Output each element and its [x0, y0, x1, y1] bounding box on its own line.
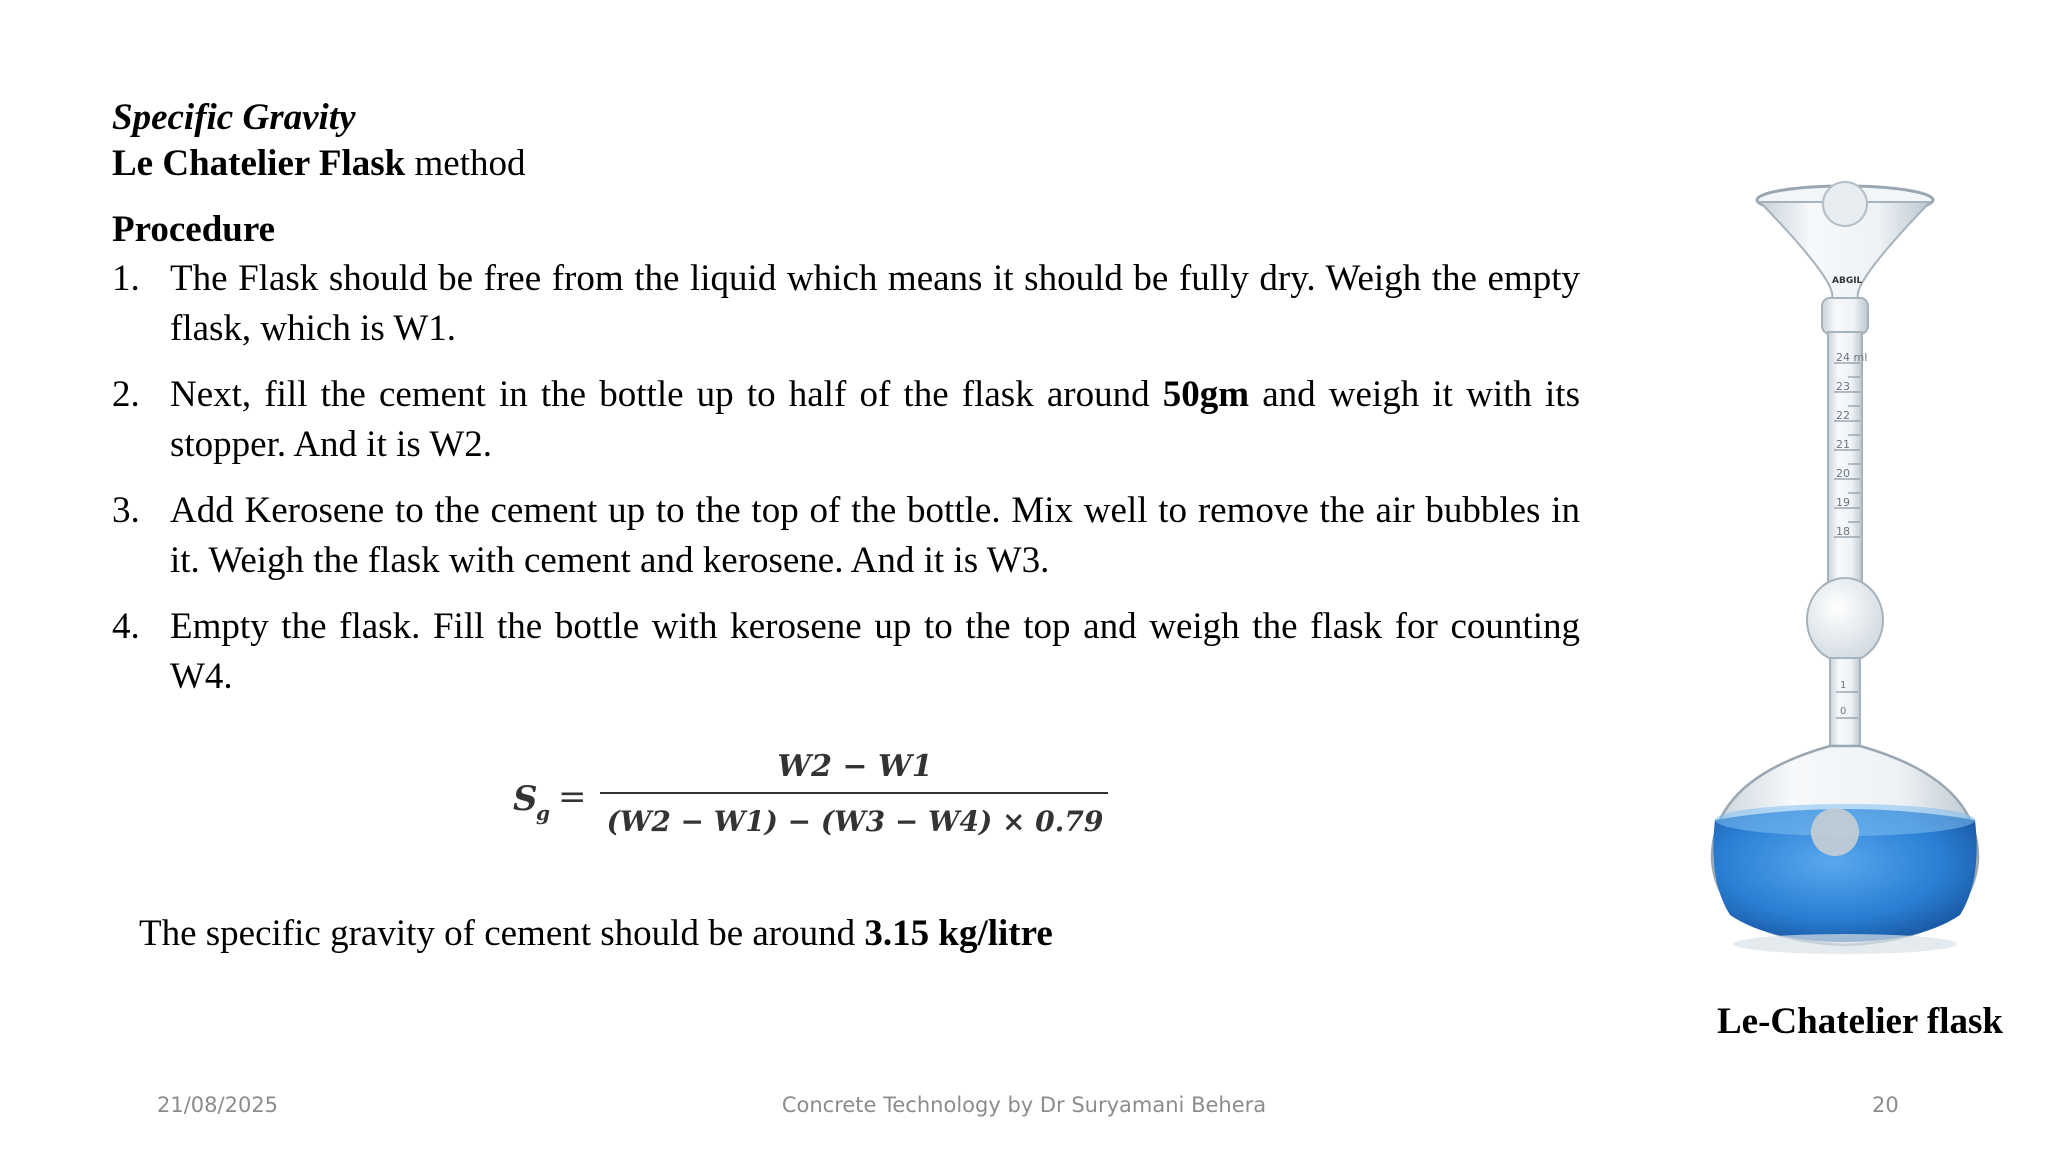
brand-label: ABGIL: [1832, 276, 1863, 286]
flask-base: [1733, 934, 1957, 954]
grad-label: 19: [1836, 496, 1850, 509]
middle-bulb: [1807, 578, 1883, 662]
formula-denominator: (W2 − W1) − (W3 − W4) × 0.79: [606, 805, 1104, 838]
grad-label: 21: [1836, 438, 1850, 451]
footer-title: Concrete Technology by Dr Suryamani Behera: [781, 1093, 1267, 1117]
step-text-bold: 50gm: [1162, 374, 1250, 415]
lower-neck: [1830, 658, 1860, 748]
step-4: [112, 602, 1580, 702]
formula-equals: =: [558, 777, 587, 817]
grad-label: 20: [1836, 467, 1850, 480]
formula-numerator: W2 − W1: [777, 749, 933, 784]
stopper: [1823, 182, 1867, 226]
slide-subtitle: [112, 142, 525, 185]
formula-lhs-subscript: g: [536, 801, 550, 825]
step-number: 2.: [112, 374, 140, 415]
step-1: [112, 254, 1580, 354]
specific-gravity-formula: [508, 738, 1108, 848]
step-number: 3.: [112, 490, 140, 531]
air-bubble: [1811, 808, 1859, 856]
step-text-after: and weigh it with its stopper. And it is W2.: [170, 374, 1580, 465]
step-text: The Flask should be free from the liquid which means it should be fully dry. Weigh the empty flask, which is W1.: [170, 258, 1580, 349]
step-text: Add Kerosene to the cement up to the top of the bottle. Mix well to remove the air bubbles in it. Weigh the flask with cement and kerosene. And it is W3.: [170, 490, 1580, 581]
conclusion-text: [139, 912, 1053, 955]
le-chatelier-flask-image: [1700, 180, 1990, 960]
footer-date: 21/08/2025: [157, 1093, 279, 1117]
step-3: [112, 486, 1580, 586]
grad-label: 1: [1840, 680, 1847, 691]
ground-joint: [1822, 298, 1868, 334]
step-2: [112, 370, 1580, 470]
procedure-heading: Procedure: [112, 209, 276, 250]
subtitle-rest: method: [405, 143, 526, 184]
formula-lhs: S: [513, 779, 538, 819]
grad-label: 24 ml: [1836, 351, 1868, 364]
page-number: 20: [1872, 1093, 1899, 1117]
grad-label: 23: [1836, 380, 1850, 393]
step-number: 1.: [112, 258, 140, 299]
step-text: Empty the flask. Fill the bottle with kerosene up to the top and weigh the flask for counting W4.: [170, 606, 1580, 697]
procedure-steps: [112, 254, 1580, 718]
conclusion-bold: 3.15 kg/litre: [864, 913, 1053, 954]
step-text-before: Next, fill the cement in the bottle up to half of the flask around: [170, 374, 1163, 415]
grad-label: 18: [1836, 525, 1850, 538]
grad-label: 0: [1840, 706, 1847, 717]
flask-caption: Le-Chatelier flask: [1716, 1001, 2004, 1042]
subtitle-bold: Le Chatelier Flask: [112, 143, 406, 184]
step-number: 4.: [112, 606, 140, 647]
conclusion-regular: The specific gravity of cement should be around: [139, 913, 865, 954]
grad-label: 22: [1836, 409, 1850, 422]
slide-title: Specific Gravity: [112, 97, 356, 138]
